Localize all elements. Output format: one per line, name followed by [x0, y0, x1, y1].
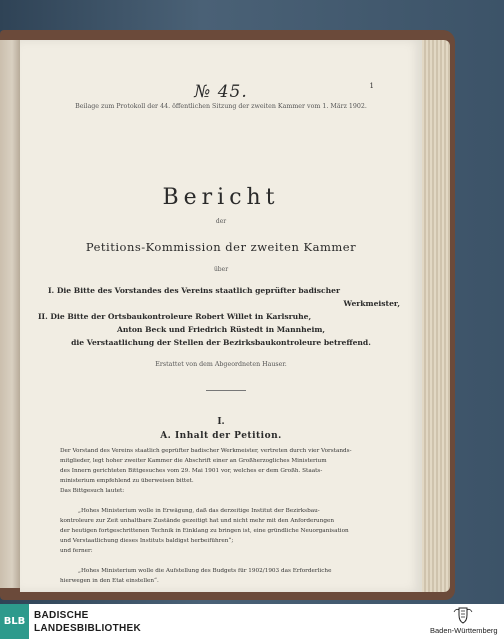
petition-line-4: Anton Beck und Friedrich Rüstedt in Mannheim, [116, 325, 326, 334]
body-line: des Innern gerichteten Bittgesuches vom 29. Mai 1901 vor, welches er dem Großh. Staats- [60, 468, 323, 474]
section-heading: A. Inhalt der Petition. [160, 431, 282, 441]
body-line: „Hohes Ministerium wolle in Erwägung, daß das derzeitige Institut der Bezirksbau- [78, 508, 320, 514]
document-number: № 45. [194, 82, 248, 102]
der-line: der [215, 218, 227, 225]
page-edges [420, 40, 450, 592]
body-line: kontroleure zur Zeit unhaltbare Zustände gezeitigt hat und nicht mehr mit den Anforderungen [60, 518, 335, 524]
body-line: und Verstaatlichung dieses Instituts baldigst herbeiführen“; [60, 538, 234, 544]
body-line: Der Vorstand des Vereins staatlich geprüfter badischer Werkmeister, vertreten durch vier Vorstands- [60, 448, 352, 454]
body-line: mitglieder, legt hoher zweiter Kammer die Abschrift einer an Großherzogliches Ministerium [60, 458, 327, 464]
blb-logo: BLB [0, 604, 29, 639]
library-name-line2: LANDESBIBLIOTHEK [34, 623, 142, 634]
petition-line-1: I. Die Bitte des Vorstandes des Vereins staatlich geprüfter badischer [48, 286, 341, 295]
divider [206, 390, 246, 391]
state-name: Baden-Württemberg [430, 626, 498, 635]
body-line: „Hohes Ministerium wolle die Aufstellung des Budgets für 1902/1903 das Erforderliche [78, 568, 332, 574]
section-number: I. [217, 417, 225, 427]
footer-bar [0, 604, 504, 639]
coat-of-arms-icon [452, 606, 474, 624]
petition-line-2: Werkmeister, [343, 299, 400, 308]
body-line: hierwegen in den Etat einstellen“. [60, 578, 159, 584]
petition-line-3: II. Die Bitte der Ortsbaukontroleure Robert Willet in Karlsruhe, [38, 312, 312, 321]
body-line: der heutigen fortgeschrittenen Technik in Einklang zu bringen ist, eine gründliche Neuorganisation [60, 528, 349, 534]
body-line: und ferner: [60, 548, 93, 554]
body-line: Das Bittgesuch lautet: [60, 488, 125, 494]
petition-line-5: die Verstaatlichung der Stellen der Bezirksbaukontroleure betreffend. [71, 338, 371, 347]
body-line: ministerium empfehlend zu überweisen bittet. [60, 478, 194, 484]
book-spine [0, 40, 20, 588]
ueber-line: über [213, 266, 229, 273]
library-name-line1: BADISCHE [34, 610, 89, 621]
document-page [20, 40, 422, 592]
page-number: 1 [369, 82, 374, 90]
erstattet-line: Erstattet von dem Abgeordneten Hauser. [155, 361, 287, 368]
document-title: Bericht [162, 185, 280, 210]
beilage-line: Beilage zum Protokoll der 44. öffentlichen Sitzung der zweiten Kammer vom 1. März 1902. [75, 103, 367, 110]
commission-line: Petitions-Kommission der zweiten Kammer [85, 240, 357, 254]
